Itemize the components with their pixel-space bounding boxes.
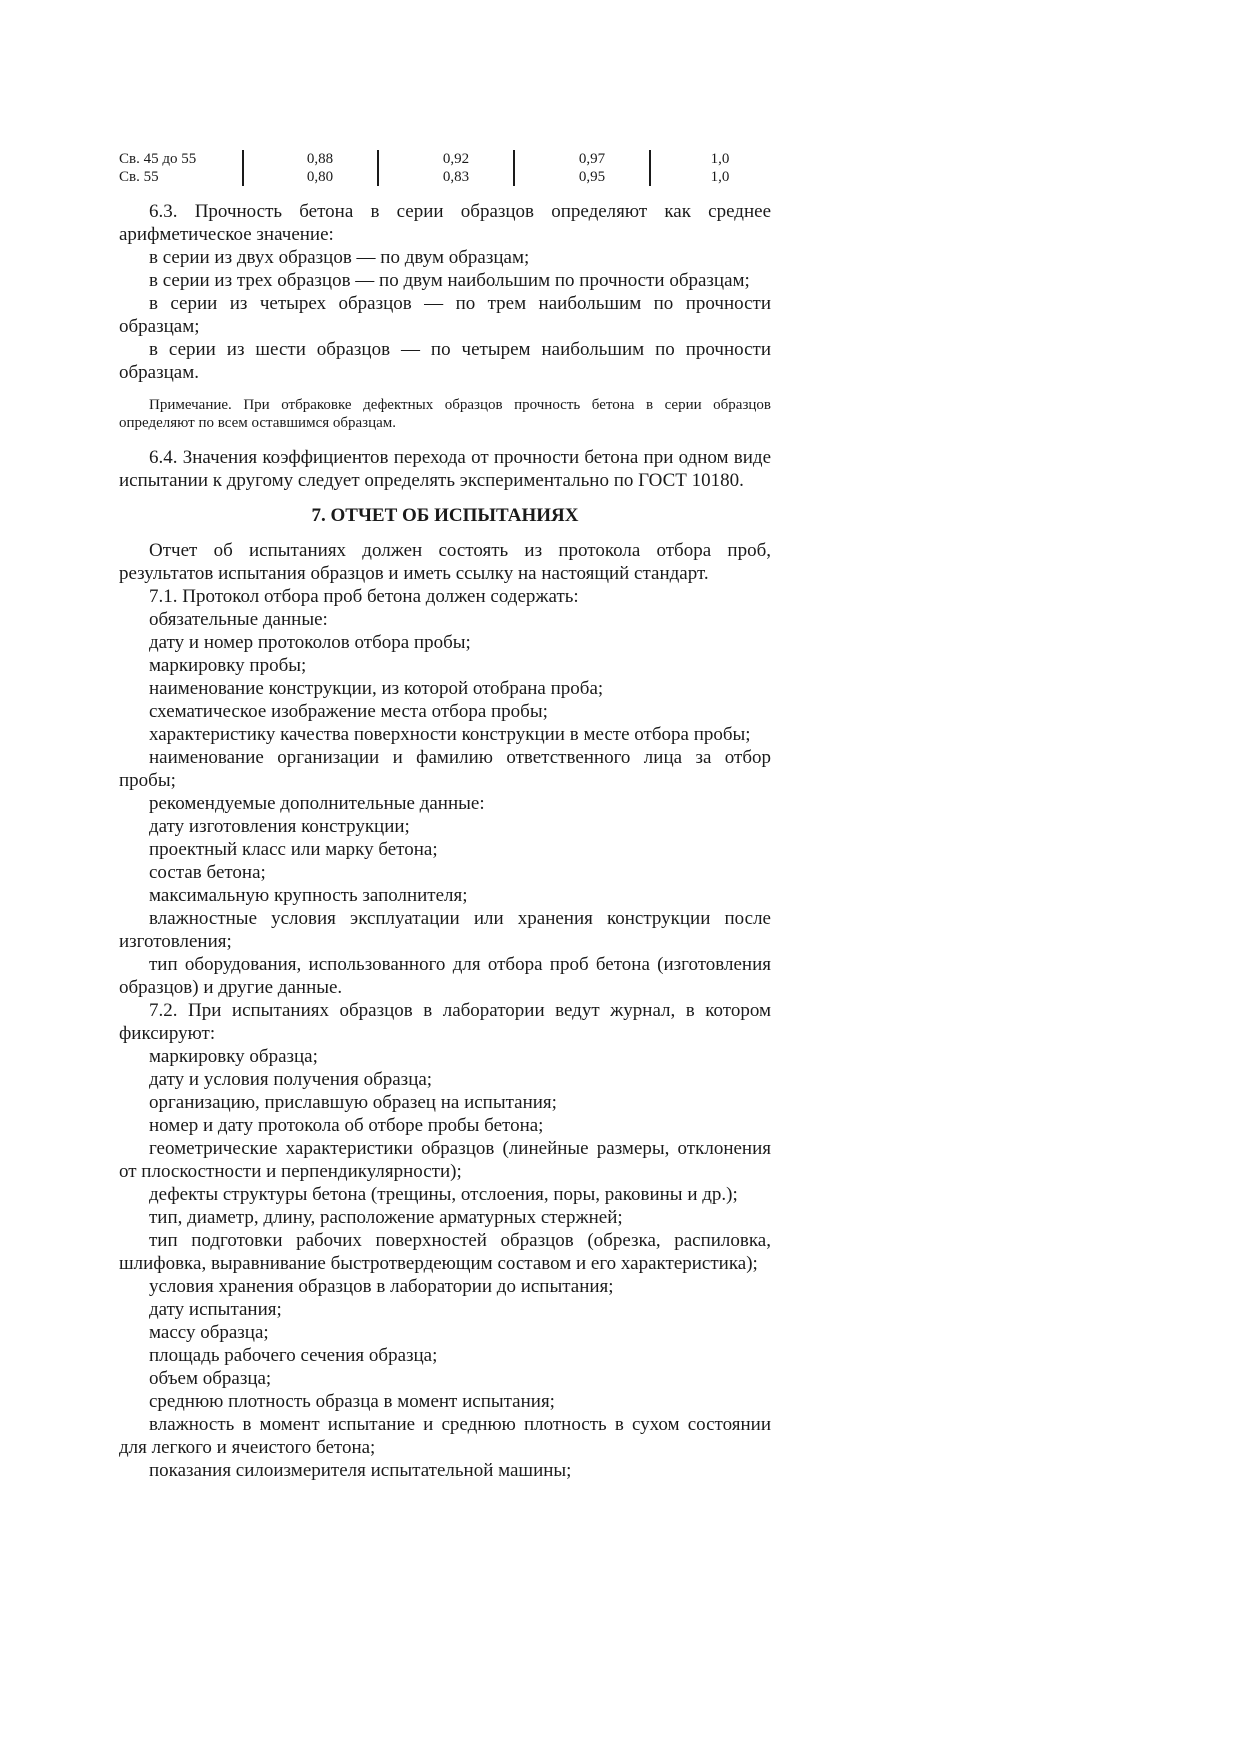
paragraph: дату и номер протоколов отбора пробы;	[149, 632, 471, 653]
section-6-4	[119, 446, 771, 492]
table-row	[119, 168, 771, 186]
paragraph: тип, диаметр, длину, расположение арматурных стержней;	[149, 1207, 623, 1228]
paragraph: массу образца;	[149, 1322, 269, 1343]
paragraph: в серии из шести образцов — по четырем наибольшим по прочности образцам.	[119, 339, 771, 383]
paragraph: влажность в момент испытание и среднюю плотность в сухом состоянии для легкого и ячеистого бетона;	[119, 1414, 771, 1458]
table-cell: 0,97	[578, 151, 606, 167]
paragraph: организацию, приславшую образец на испытания;	[149, 1092, 557, 1113]
paragraph: Отчет об испытаниях должен состоять из протокола отбора проб, результатов испытания образцов и иметь ссылку на настоящий стандарт.	[119, 540, 771, 584]
paragraph: 6.4. Значения коэффициентов перехода от прочности бетона при одном виде испытании к другому следует определять экспериментально по ГОСТ 10180.	[119, 447, 771, 491]
paragraph: дату испытания;	[149, 1299, 282, 1320]
section-7-body	[119, 539, 771, 1482]
paragraph: в серии из двух образцов — по двум образцам;	[149, 247, 530, 268]
paragraph: геометрические характеристики образцов (линейные размеры, отклонения от плоскостности и перпендикулярности);	[119, 1138, 771, 1182]
paragraph: условия хранения образцов в лаборатории до испытания;	[149, 1276, 614, 1297]
paragraph: проектный класс или марку бетона;	[149, 839, 438, 860]
paragraph: 7.2. При испытаниях образцов в лаборатории ведут журнал, в котором фиксируют:	[119, 1000, 771, 1044]
paragraph: наименование организации и фамилию ответственного лица за отбор пробы;	[119, 747, 771, 791]
paragraph: дату изготовления конструкции;	[149, 816, 410, 837]
paragraph: в серии из трех образцов — по двум наибольшим по прочности образцам;	[149, 270, 750, 291]
paragraph: площадь рабочего сечения образца;	[149, 1345, 438, 1366]
paragraph: 6.3. Прочность бетона в серии образцов определяют как среднее арифметическое значение:	[119, 201, 771, 245]
paragraph: тип оборудования, использованного для отбора проб бетона (изготовления образцов) и другие данные.	[119, 954, 771, 998]
table-cell: 0,80	[306, 169, 334, 185]
table-cell: 1,0	[710, 169, 730, 185]
paragraph: рекомендуемые дополнительные данные:	[149, 793, 485, 814]
paragraph: объем образца;	[149, 1368, 272, 1389]
section-heading: 7. ОТЧЕТ ОБ ИСПЫТАНИЯХ	[311, 505, 579, 526]
paragraph: характеристику качества поверхности конструкции в месте отбора пробы;	[149, 724, 751, 745]
paragraph: состав бетона;	[149, 862, 266, 883]
paragraph: наименование конструкции, из которой отобрана проба;	[149, 678, 604, 699]
paragraph: 7.1. Протокол отбора проб бетона должен содержать:	[149, 586, 579, 607]
paragraph: в серии из четырех образцов — по трем наибольшим по прочности образцам;	[119, 293, 771, 337]
table-cell: 0,83	[442, 169, 470, 185]
note: Примечание. При отбраковке дефектных образцов прочность бетона в серии образцов определяют по всем оставшимся образцам.	[119, 397, 771, 431]
paragraph: маркировку образца;	[149, 1046, 318, 1067]
paragraph: маркировку пробы;	[149, 655, 307, 676]
paragraph: дату и условия получения образца;	[149, 1069, 433, 1090]
table-row-label: Св. 45 до 55	[119, 151, 197, 167]
paragraph: влажностные условия эксплуатации или хранения конструкции после изготовления;	[119, 908, 771, 952]
paragraph: обязательные данные:	[149, 609, 328, 630]
table-row	[119, 150, 771, 168]
table-cell: 0,95	[578, 169, 606, 185]
paragraph: максимальную крупность заполнителя;	[149, 885, 468, 906]
section-6-body	[119, 200, 771, 384]
paragraph: номер и дату протокола об отборе пробы бетона;	[149, 1115, 544, 1136]
paragraph: схематическое изображение места отбора пробы;	[149, 701, 548, 722]
paragraph: среднюю плотность образца в момент испытания;	[149, 1391, 555, 1412]
table-cell: 0,88	[306, 151, 334, 167]
table-row-label: Св. 55	[119, 169, 159, 185]
table-cell: 1,0	[710, 151, 730, 167]
paragraph: показания силоизмерителя испытательной машины;	[149, 1460, 572, 1481]
paragraph: тип подготовки рабочих поверхностей образцов (обрезка, распиловка, шлифовка, выравнивание быстротвердеющим составом и его характеристика);	[119, 1230, 771, 1274]
coefficient-table	[119, 150, 771, 188]
document-page	[119, 150, 771, 1482]
table-cell: 0,92	[442, 151, 470, 167]
paragraph: дефекты структуры бетона (трещины, отслоения, поры, раковины и др.);	[149, 1184, 738, 1205]
